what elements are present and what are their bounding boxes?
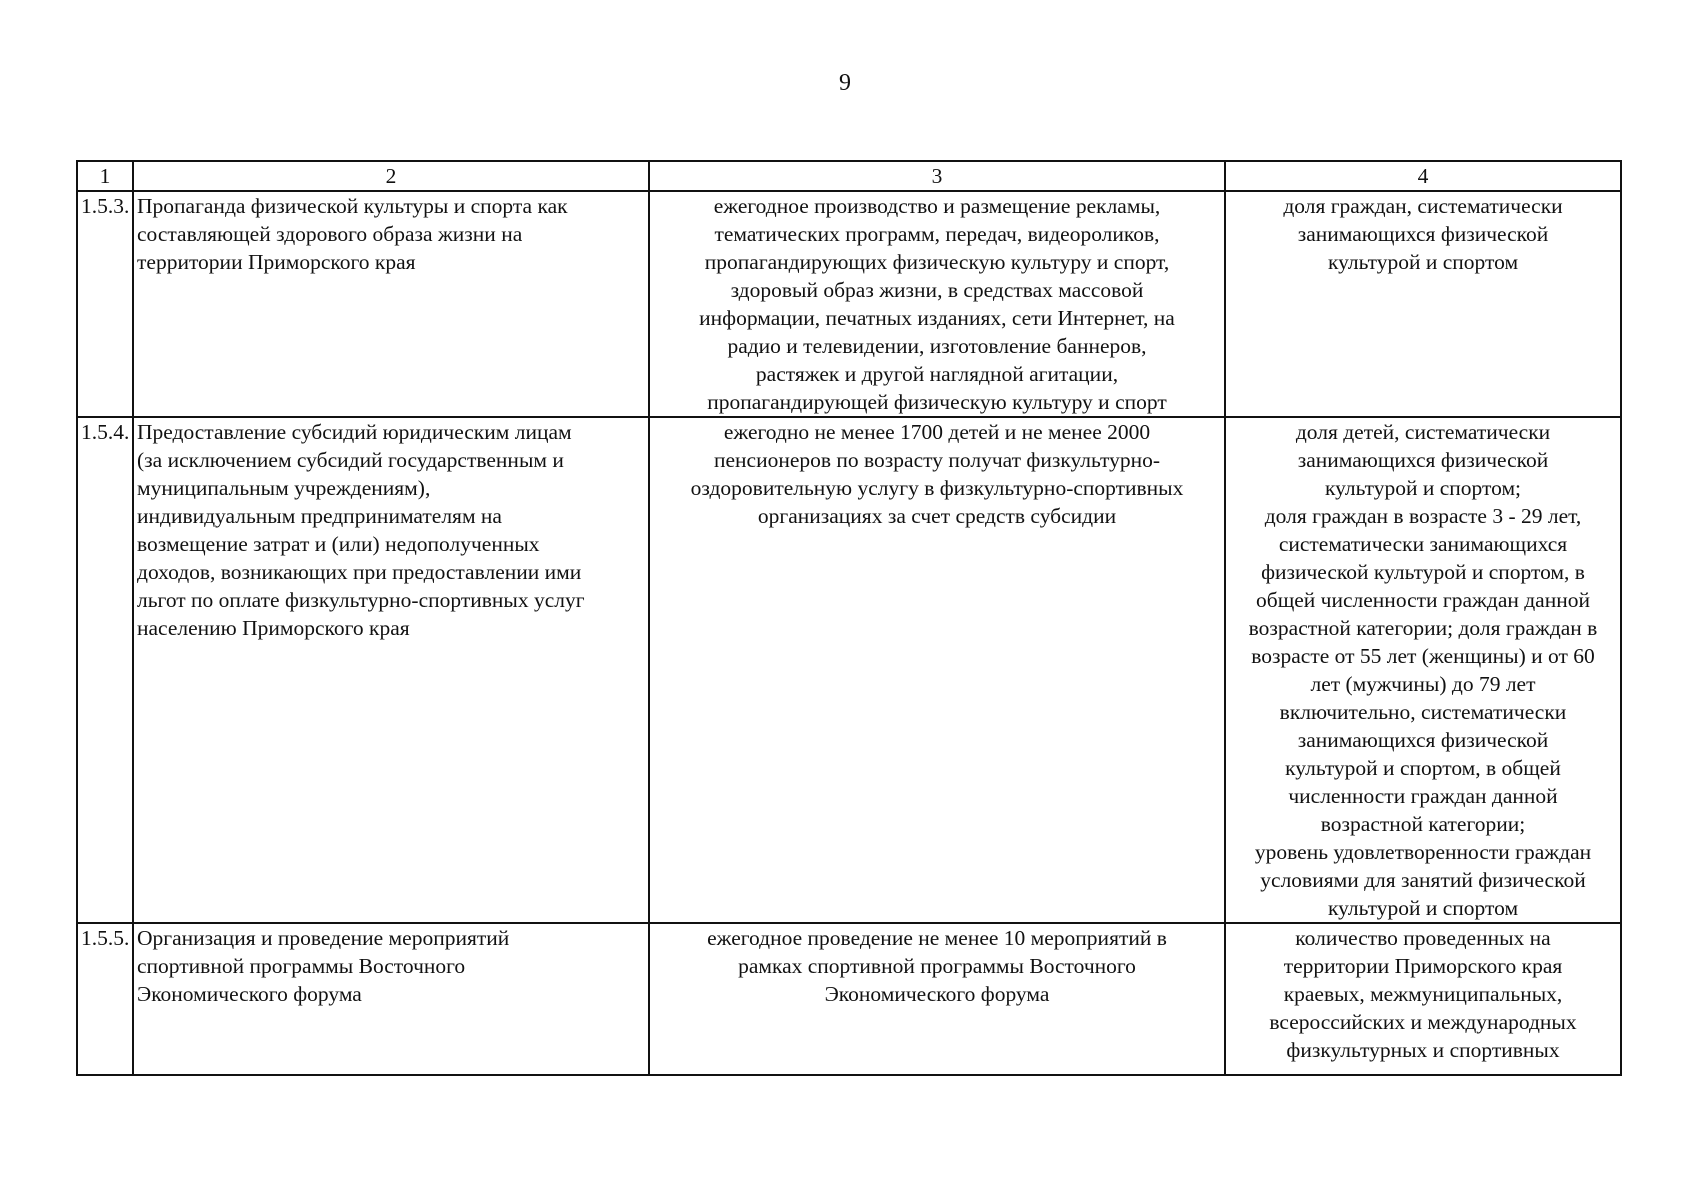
measure-name: Пропаганда физической культуры и спорта как составляющей здорового образа жизни на территории Приморского края (133, 191, 649, 417)
measure-name: Предоставление субсидий юридическим лицам (за исключением субсидий государственным и муниципальным учреждениям), индивидуальным предпринимателям на возмещение затрат и (или) недополученных доходов, возникающих при предоставлении ими льгот по оплате физкультурно-спортивных услуг населению Приморского края (133, 417, 649, 923)
page-number: 9 (839, 70, 851, 96)
header-col-1: 1 (77, 161, 133, 191)
measure-description: ежегодное производство и размещение рекламы, тематических программ, передач, видеороликов, пропагандирующих физическую культуру и спорт, здоровый образ жизни, в средствах массовой информации, печатных изданиях, сети Интернет, на радио и телевидении, изготовление баннеров, растяжек и другой наглядной агитации, пропагандирующей физическую культуру и спорт (649, 191, 1225, 417)
row-number: 1.5.4. (77, 417, 133, 923)
header-col-2: 2 (133, 161, 649, 191)
table-row (77, 417, 1621, 923)
table-row (77, 191, 1621, 417)
measures-table (76, 160, 1622, 1076)
measure-description: ежегодное проведение не менее 10 мероприятий в рамках спортивной программы Восточного Экономического форума (649, 923, 1225, 1075)
table-row (77, 923, 1621, 1075)
measure-description: ежегодно не менее 1700 детей и не менее 2000 пенсионеров по возрасту получат физкультурно- оздоровительную услугу в физкультурно-спортивных организациях за счет средств субсидии (649, 417, 1225, 923)
row-number: 1.5.3. (77, 191, 133, 417)
header-col-4: 4 (1225, 161, 1621, 191)
header-col-3: 3 (649, 161, 1225, 191)
measure-indicator: доля детей, систематически занимающихся физической культурой и спортом; доля граждан в возрасте 3 - 29 лет, систематически занимающихся физической культурой и спортом, в общей численности граждан данной возрастной категории; доля граждан в возрасте от 55 лет (женщины) и от 60 лет (мужчины) до 79 лет включительно, систематически занимающихся физической культурой и спортом, в общей численности граждан данной возрастной категории; уровень удовлетворенности граждан условиями для занятий физической культурой и спортом (1225, 417, 1621, 923)
table-header-row (77, 161, 1621, 191)
measure-indicator: доля граждан, систематически занимающихся физической культурой и спортом (1225, 191, 1621, 417)
row-number: 1.5.5. (77, 923, 133, 1075)
measure-indicator: количество проведенных на территории Приморского края краевых, межмуниципальных, всероссийских и международных физкультурных и спортивных (1225, 923, 1621, 1075)
measure-name: Организация и проведение мероприятий спортивной программы Восточного Экономического форума (133, 923, 649, 1075)
